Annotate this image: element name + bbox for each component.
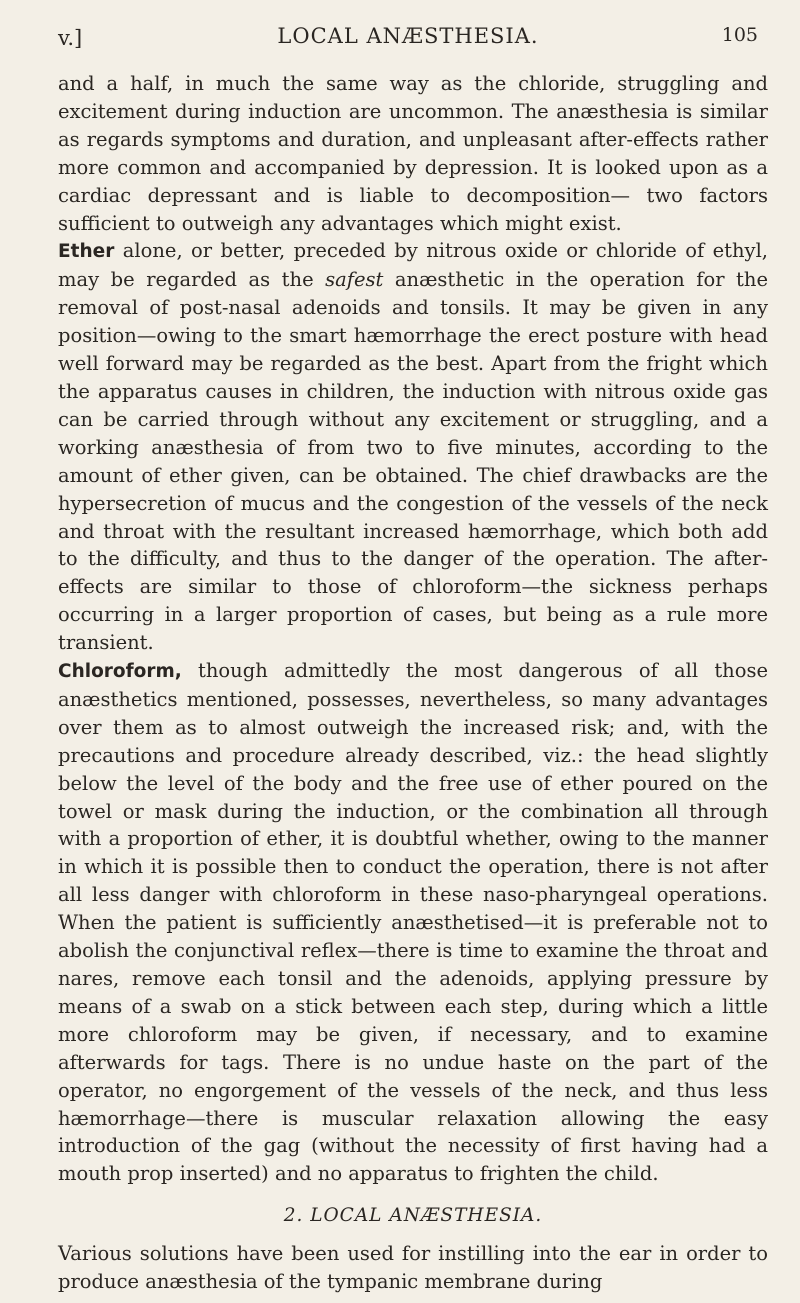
chloroform-text: though admittedly the most dangerous of all those anæsthetics mentioned, possesses, nevertheless, so many advantages over them as to almost outweigh the increased risk; and, with the precautions and procedure already described, viz.: the head slightly below the level of the body and the free use of ether poured on the towel or mask during the induction, or the combination all through with a proportion of ether, it is doubtful whether, owing to the manner in which it is possible then to conduct the operation, there is not after all less danger with chloroform in these naso-pharyngeal operations. When the patient is sufficiently anæsthetised—it is preferable not to abolish the conjunctival reflex—there is time to examine the throat and nares, remove each tonsil and the adenoids, applying pressure by means of a swab on a stick between each step, during which a little more chloroform may be given, if necessary, and to examine afterwards for tags. There is no undue haste on the part of the operator, no engorgement of the vessels of the neck, and thus less hæmorrhage—there is muscular relaxation allowing the easy introduction of the gag (without the necessity of first having had a mouth prop inserted) and no apparatus to frighten the child. (58, 659, 768, 1186)
ether-text-a: alone, or better, preceded by nitrous oxide or chloride of ethyl, may be regarded as the (58, 239, 768, 292)
chloroform-lead: Chloroform, (58, 661, 182, 683)
section-heading: 2. LOCAL ANÆSTHESIA. (283, 1205, 543, 1227)
ether-emphasis: safest (325, 268, 384, 292)
paragraph-ether (58, 237, 768, 657)
body-text (58, 70, 768, 1296)
running-header (58, 16, 758, 56)
running-title: LOCAL ANÆSTHESIA. (277, 24, 539, 48)
ether-text-b: anæsthetic in the operation for the removal of post-nasal adenoids and tonsils. It may be given in any position—owing to the smart hæmorrhage the erect posture with head well forward may be regarded as the best. Apart from the fright which the apparatus causes in children, the induction with nitrous oxide gas can be carried through without any excitement or struggling, and a working anæsthesia of from two to five minutes, according to the amount of ether given, can be obtained. The chief drawbacks are the hypersecretion of mucus and the congestion of the vessels of the neck and throat with the resultant increased hæmorrhage, which both add to the difficulty, and thus to the danger of the operation. The after-effects are similar to those of chloroform—the sickness perhaps occurring in a larger proportion of cases, but being as a rule more transient. (58, 268, 768, 655)
ether-lead: Ether (58, 241, 115, 263)
paragraph-chloroform (58, 657, 768, 1188)
paragraph-chloride-continued: and a half, in much the same way as the chloride, struggling and excitement during induction are uncommon. The anæsthesia is similar as regards symptoms and duration, and unpleasant after-effects rather more common and accompanied by depression. It is looked upon as a cardiac depressant and is liable to decomposition— two factors sufficient to outweigh any advantages which might exist. (58, 72, 768, 235)
page-number: 105 (721, 24, 758, 46)
paragraph-local-anaesthesia: Various solutions have been used for instilling into the ear in order to produce anæsthesia of the tympanic membrane during (58, 1242, 768, 1294)
chapter-number: v.] (58, 26, 83, 50)
